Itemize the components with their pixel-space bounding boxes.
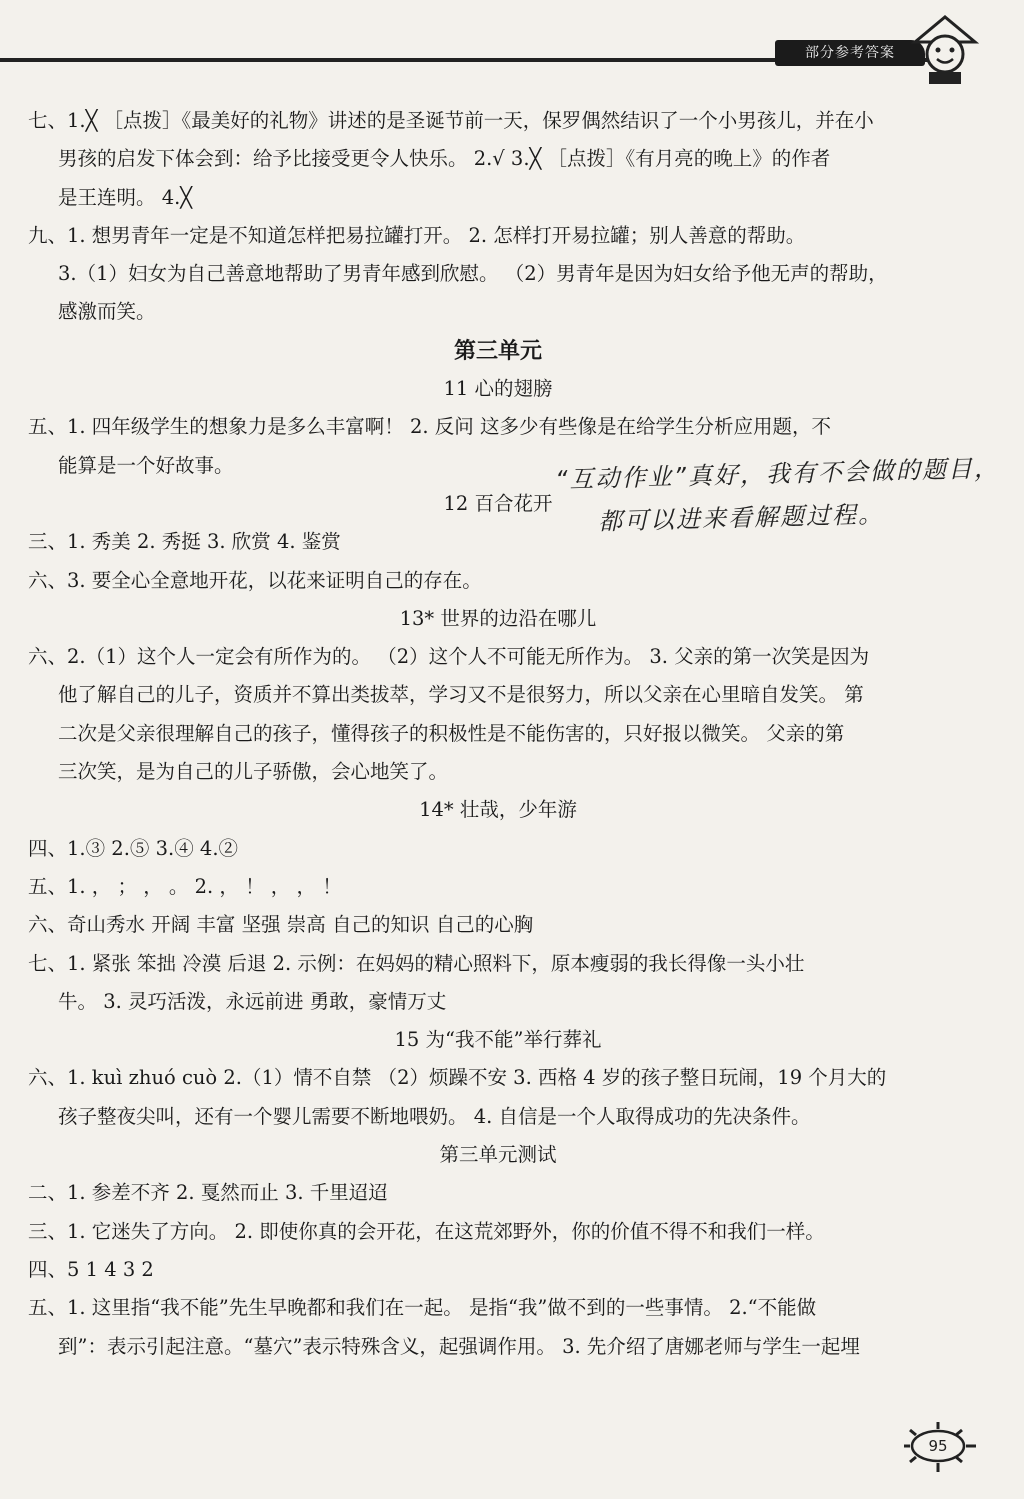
handwritten-note-line1: “互动作业”真好，我有不会做的题目， (554, 454, 1001, 494)
text-line: 第三单元 (453, 337, 542, 364)
text-line: 三、1. 它迷失了方向。 2. 即使你真的会开花，在这荒郊野外，你的价值不得不和我们一样。 (28, 1219, 825, 1243)
text-line: 六、1. kuì zhuó cuò 2.（1）情不自禁 （2）烦躁不安 3. 西格 4 岁的孩子整日玩闹，19 个月大的 (28, 1066, 887, 1090)
text-line: 六、3. 要全心全意地开花，以花来证明自己的存在。 (28, 568, 482, 592)
text-line: 14* 壮哉，少年游 (419, 798, 577, 822)
text-line: 五、1. 这里指“我不能”先生早晚都和我们在一起。 是指“我”做不到的一些事情。 2.“不能做 (28, 1296, 817, 1320)
text-line: 第三单元测试 (439, 1143, 557, 1167)
handwritten-note-line2: 都可以进来看解题过程。 (597, 500, 885, 536)
text-line: 三、1. 秀美 2. 秀挺 3. 欣赏 4. 鉴赏 (28, 530, 341, 554)
text-line: 六、2.（1）这个人一定会有所作为的。 （2）这个人不可能无所作为。 3. 父亲的第一次笑是因为 (28, 645, 870, 669)
text-line: 感激而笑。 (58, 300, 156, 324)
text-line: 12 百合花开 (443, 491, 553, 515)
text-line: 他了解自己的儿子，资质并不算出类拔萃，学习又不是很努力，所以父亲在心里暗自发笑。 第 (58, 683, 864, 707)
text-line: 五、1. ， ； ， 。 2. ， ！ ， ， ！ (28, 874, 342, 898)
text-line: 孩子整夜尖叫，还有一个婴儿需要不断地喂奶。 4. 自信是一个人取得成功的先决条件。 (58, 1104, 811, 1128)
text-line: 五、1. 四年级学生的想象力是多么丰富啊！ 2. 反问 这多少有些像是在给学生分析应用题，不 (28, 415, 832, 439)
text-line: 11 心的翅膀 (443, 377, 553, 401)
text-line: 二次是父亲很理解自己的孩子，懂得孩子的积极性是不能伤害的，只好报以微笑。 父亲的第 (58, 721, 845, 745)
text-line: 三次笑，是为自己的儿子骄傲，会心地笑了。 (58, 760, 449, 784)
text-line: 九、1. 想男青年一定是不知道怎样把易拉罐打开。 2. 怎样打开易拉罐；别人善意的帮助。 (28, 223, 806, 247)
header-label: 部分参考答案 (775, 40, 925, 66)
text-line: 15 为“我不能”举行葬礼 (394, 1028, 602, 1052)
text-line: 四、1.③ 2.⑤ 3.④ 4.② (28, 836, 239, 860)
mascot-icon (905, 12, 985, 87)
page-number: 95 (928, 1437, 948, 1455)
text-line: 六、奇山秀水 开阔 丰富 坚强 崇高 自己的知识 自己的心胸 (28, 913, 534, 937)
page-number-badge (900, 1420, 980, 1474)
text-line: 3.（1）妇女为自己善意地帮助了男青年感到欣慰。 （2）男青年是因为妇女给予他无声的帮助， (58, 262, 888, 286)
text-line: 七、1.╳ ［点拨］《最美好的礼物》讲述的是圣诞节前一天，保罗偶然结识了一个小男孩儿，并在小 (28, 109, 874, 132)
answer-content (28, 102, 968, 1366)
text-line: 男孩的启发下体会到：给予比接受更令人快乐。 2.√ 3.╳ ［点拨］《有月亮的晚上》的作者 (58, 147, 831, 171)
text-line: 七、1. 紧张 笨拙 冷漠 后退 2. 示例：在妈妈的精心照料下，原本瘦弱的我长得像一头小壮 (28, 951, 805, 975)
text-line: 到”：表示引起注意。“墓穴”表示特殊含义，起强调作用。 3. 先介绍了唐娜老师与学生一起埋 (58, 1334, 860, 1358)
text-line: 二、1. 参差不齐 2. 戛然而止 3. 千里迢迢 (28, 1181, 388, 1205)
text-line: 13* 世界的边沿在哪儿 (399, 606, 597, 630)
text-line: 是王连明。 4.╳ (58, 185, 193, 209)
text-line: 牛。 3. 灵巧活泼，永远前进 勇敢，豪情万丈 (58, 989, 447, 1013)
text-line: 能算是一个好故事。 (58, 453, 234, 477)
text-line: 四、5 1 4 3 2 (28, 1257, 154, 1281)
